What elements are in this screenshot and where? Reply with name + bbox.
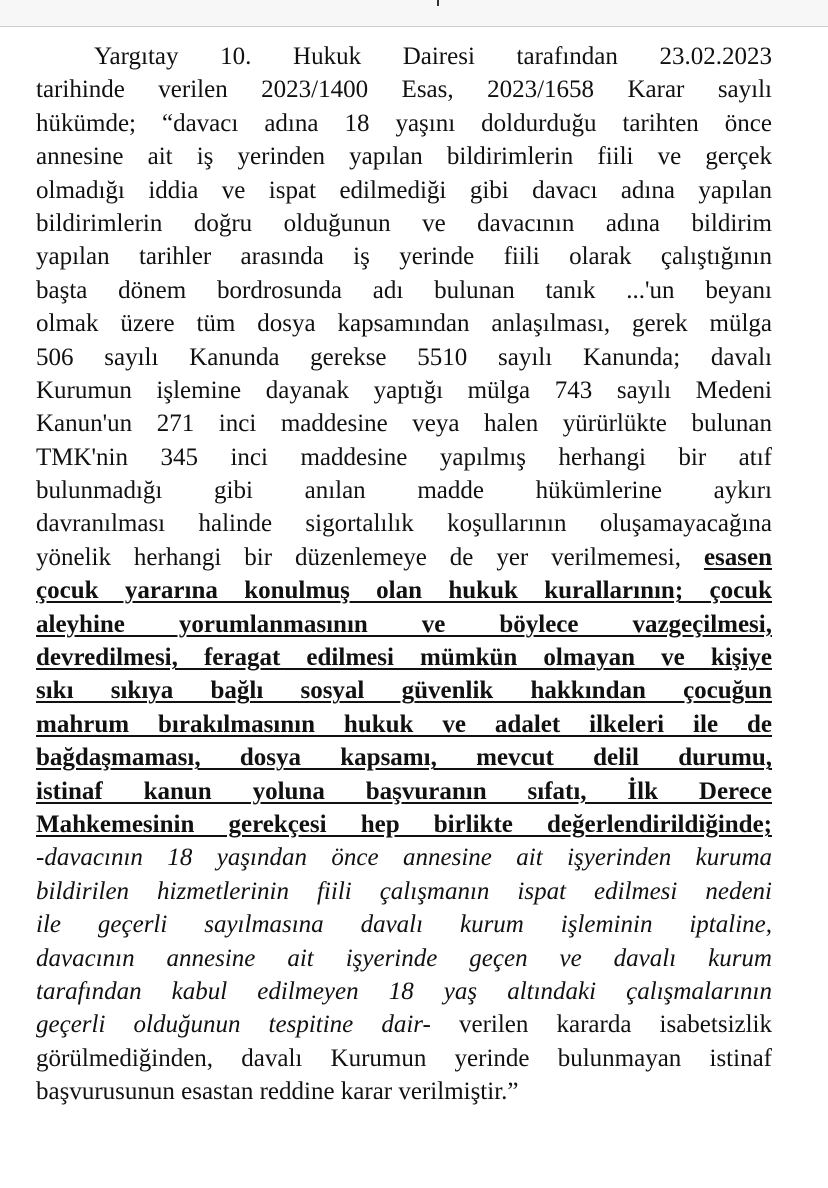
italic-line: ile geçerli sayılmasına davalı kurum işleminin iptaline, bbox=[36, 911, 772, 939]
text-line: görülmediğinden, davalı Kurumun yerinde bulunmayan istinaf bbox=[36, 1044, 772, 1072]
bold-underlined-line: bağdaşmaması, dosya kapsamı, mevcut delil durumu, bbox=[36, 744, 772, 772]
text-line: yapılan tarihler arasında iş yerinde fiili olarak çalıştığının bbox=[36, 243, 772, 271]
text-line: bildirimlerin doğru olduğunun ve davacının adına bildirim bbox=[36, 209, 772, 237]
bold-underlined-line: sıkı sıkıya bağlı sosyal güvenlik hakkından çocuğun bbox=[36, 677, 772, 705]
text-line: davranılması halinde sigortalılık koşullarının oluşamayacağına bbox=[36, 510, 772, 538]
text-line: Kanun'un 271 inci maddesine veya halen yürürlükte bulunan bbox=[36, 410, 772, 438]
plain-segment: yönelik herhangi bir düzenlemeye de yer verilmemesi, bbox=[36, 543, 704, 571]
italic-line: -davacının 18 yaşından önce annesine ait işyerinden kuruma bbox=[36, 844, 772, 872]
italic-line: davacının annesine ait işyerinde geçen ve davalı kurum bbox=[36, 944, 772, 972]
text-line: 506 sayılı Kanunda gerekse 5510 sayılı Kanunda; davalı bbox=[36, 343, 772, 371]
bold-underlined-segment: esasen bbox=[703, 543, 772, 571]
text-line: olmak üzere tüm dosya kapsamından anlaşılması, gerek mülga bbox=[36, 310, 772, 338]
mixed-text-line bbox=[36, 541, 772, 574]
text-line: Yargıtay 10. Hukuk Dairesi tarafından 23.02.2023 bbox=[94, 43, 772, 70]
bold-underlined-line: mahrum bırakılmasının hukuk ve adalet ilkeleri ile de bbox=[36, 710, 772, 738]
bold-underlined-line: aleyhine yorumlanmasının ve böylece vazgeçilmesi, bbox=[36, 610, 772, 638]
text-line: başta dönem bordrosunda adı bulunan tanık ...'un beyanı bbox=[36, 276, 772, 304]
text-line: hükümde; “davacı adına 18 yaşını doldurduğu tarihten önce bbox=[36, 109, 772, 137]
previous-page-edge bbox=[0, 0, 828, 27]
bold-underlined-line: istinaf kanun yoluna başvuranın sıfatı, İlk Derece bbox=[36, 777, 772, 805]
text-line: TMK'nin 345 inci maddesine yapılmış herhangi bir atıf bbox=[36, 443, 772, 471]
bold-underlined-line: Mahkemesinin gerekçesi hep birlikte değerlendirildiğinde; bbox=[36, 810, 772, 838]
text-line: Kurumun işlemine dayanak yaptığı mülga 743 sayılı Medeni bbox=[36, 376, 772, 404]
italic-mixed-line bbox=[36, 1008, 772, 1041]
text-line: bulunmadığı gibi anılan madde hükümlerine aykırı bbox=[36, 477, 772, 505]
text-line: olmadığı iddia ve ispat edilmediği gibi davacı adına yapılan bbox=[36, 176, 772, 204]
court-decision-text bbox=[36, 40, 772, 1109]
text-line: annesine ait iş yerinden yapılan bildirimlerin fiili ve gerçek bbox=[36, 143, 772, 171]
italic-segment: geçerli olduğunun tespitine dair- bbox=[36, 1011, 431, 1039]
closing-text-line: başvurusunun esastan reddine karar verilmiştir.” bbox=[36, 1078, 519, 1106]
plain-segment: verilen kararda isabetsizlik bbox=[430, 1011, 773, 1039]
bold-underlined-line: çocuk yararına konulmuş olan hukuk kurallarının; çocuk bbox=[36, 577, 772, 605]
text-line: tarihinde verilen 2023/1400 Esas, 2023/1658 Karar sayılı bbox=[36, 76, 772, 104]
page-edge-mark bbox=[437, 0, 439, 6]
italic-line: tarafından kabul edilmeyen 18 yaş altındaki çalışmalarının bbox=[36, 977, 772, 1005]
italic-line: bildirilen hizmetlerinin fiili çalışmanın ispat edilmesi nedeni bbox=[36, 877, 772, 905]
bold-underlined-line: devredilmesi, feragat edilmesi mümkün olmayan ve kişiye bbox=[36, 644, 772, 672]
